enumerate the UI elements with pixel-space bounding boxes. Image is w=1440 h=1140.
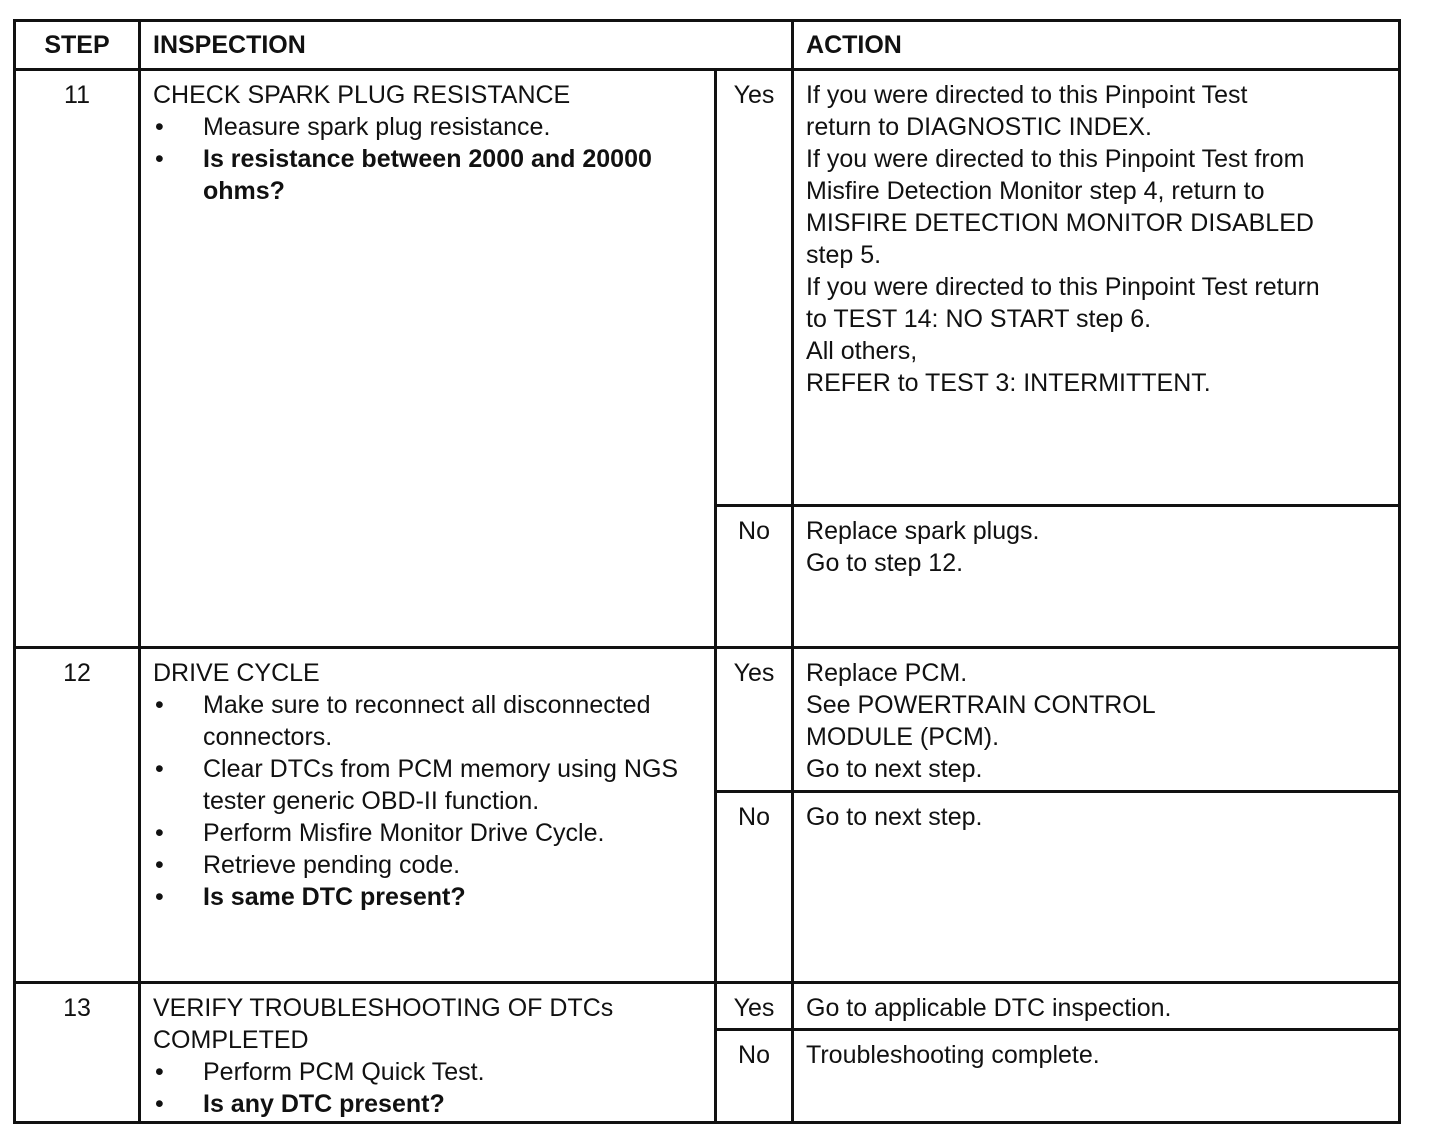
inspection-step: Perform Misfire Monitor Drive Cycle. <box>203 819 605 847</box>
action-line: Go to applicable DTC inspection. <box>806 994 1172 1022</box>
pinpoint-test-table <box>13 19 1401 1124</box>
bullet-icon: • <box>155 883 164 911</box>
action-line: return to DIAGNOSTIC INDEX. <box>806 113 1152 141</box>
list-item <box>153 111 702 143</box>
bullet-icon: • <box>155 851 164 879</box>
inspection-question: Is any DTC present? <box>203 1090 445 1118</box>
inspection-title: DRIVE CYCLE <box>153 659 320 687</box>
no-label: No <box>716 792 793 983</box>
action-line: Go to next step. <box>806 755 983 783</box>
action-line: Misfire Detection Monitor step 4, return to <box>806 177 1265 205</box>
no-action <box>793 792 1400 983</box>
yes-action <box>793 648 1400 792</box>
yes-action <box>793 983 1400 1030</box>
bullet-icon: • <box>155 145 164 173</box>
inspection-cell <box>140 648 716 983</box>
action-line: to TEST 14: NO START step 6. <box>806 305 1152 333</box>
header-action: ACTION <box>793 21 1400 70</box>
action-line: step 5. <box>806 241 882 269</box>
action-line: Replace PCM. <box>806 659 968 687</box>
inspection-step: Measure spark plug resistance. <box>203 113 551 141</box>
action-line: Go to step 12. <box>806 549 964 577</box>
no-action <box>793 1030 1400 1123</box>
action-line: Replace spark plugs. <box>806 517 1040 545</box>
header-step: STEP <box>15 21 140 70</box>
table-row <box>15 648 1400 792</box>
inspection-title: VERIFY TROUBLESHOOTING OF DTCs <box>153 994 614 1022</box>
header-row <box>15 21 1400 70</box>
list-item <box>153 143 702 207</box>
bullet-icon: • <box>155 1058 164 1086</box>
bullet-icon: • <box>155 819 164 847</box>
no-label: No <box>716 506 793 648</box>
action-line: Troubleshooting complete. <box>806 1041 1100 1069</box>
yes-action <box>793 70 1400 506</box>
action-line: All others, <box>806 337 918 365</box>
inspection-step: Perform PCM Quick Test. <box>203 1058 485 1086</box>
yes-label: Yes <box>716 648 793 792</box>
action-line: REFER to TEST 3: INTERMITTENT. <box>806 369 1211 397</box>
header-inspection: INSPECTION <box>140 21 793 70</box>
list-item <box>153 881 702 913</box>
bullet-icon: • <box>155 1090 164 1118</box>
action-line: Go to next step. <box>806 803 983 831</box>
inspection-step: Clear DTCs from PCM memory using NGS tester generic OBD-II function. <box>203 755 679 815</box>
inspection-title: COMPLETED <box>153 1026 309 1054</box>
yes-label: Yes <box>716 983 793 1030</box>
list-item <box>153 849 702 881</box>
action-line: If you were directed to this Pinpoint Test return <box>806 273 1320 301</box>
bullet-icon: • <box>155 691 164 719</box>
step-number: 13 <box>15 983 140 1123</box>
inspection-cell <box>140 70 716 648</box>
action-line: See POWERTRAIN CONTROL <box>806 691 1156 719</box>
table-row <box>15 983 1400 1030</box>
bullet-icon: • <box>155 113 164 141</box>
step-number: 12 <box>15 648 140 983</box>
bullet-icon: • <box>155 755 164 783</box>
action-line: MISFIRE DETECTION MONITOR DISABLED <box>806 209 1314 237</box>
action-line: If you were directed to this Pinpoint Test <box>806 81 1248 109</box>
action-line: MODULE (PCM). <box>806 723 1000 751</box>
no-label: No <box>716 1030 793 1123</box>
inspection-step: Make sure to reconnect all disconnected connectors. <box>203 691 651 751</box>
list-item <box>153 753 702 817</box>
action-line: If you were directed to this Pinpoint Test from <box>806 145 1305 173</box>
list-item <box>153 817 702 849</box>
no-action <box>793 506 1400 648</box>
inspection-question: Is same DTC present? <box>203 883 466 911</box>
table-row <box>15 70 1400 506</box>
inspection-step: Retrieve pending code. <box>203 851 461 879</box>
list-item <box>153 689 702 753</box>
inspection-title: CHECK SPARK PLUG RESISTANCE <box>153 81 571 109</box>
inspection-cell <box>140 983 716 1123</box>
step-number: 11 <box>15 70 140 648</box>
list-item <box>153 1056 702 1088</box>
inspection-question: Is resistance between 2000 and 20000 ohms? <box>203 145 652 205</box>
yes-label: Yes <box>716 70 793 506</box>
list-item <box>153 1088 702 1120</box>
